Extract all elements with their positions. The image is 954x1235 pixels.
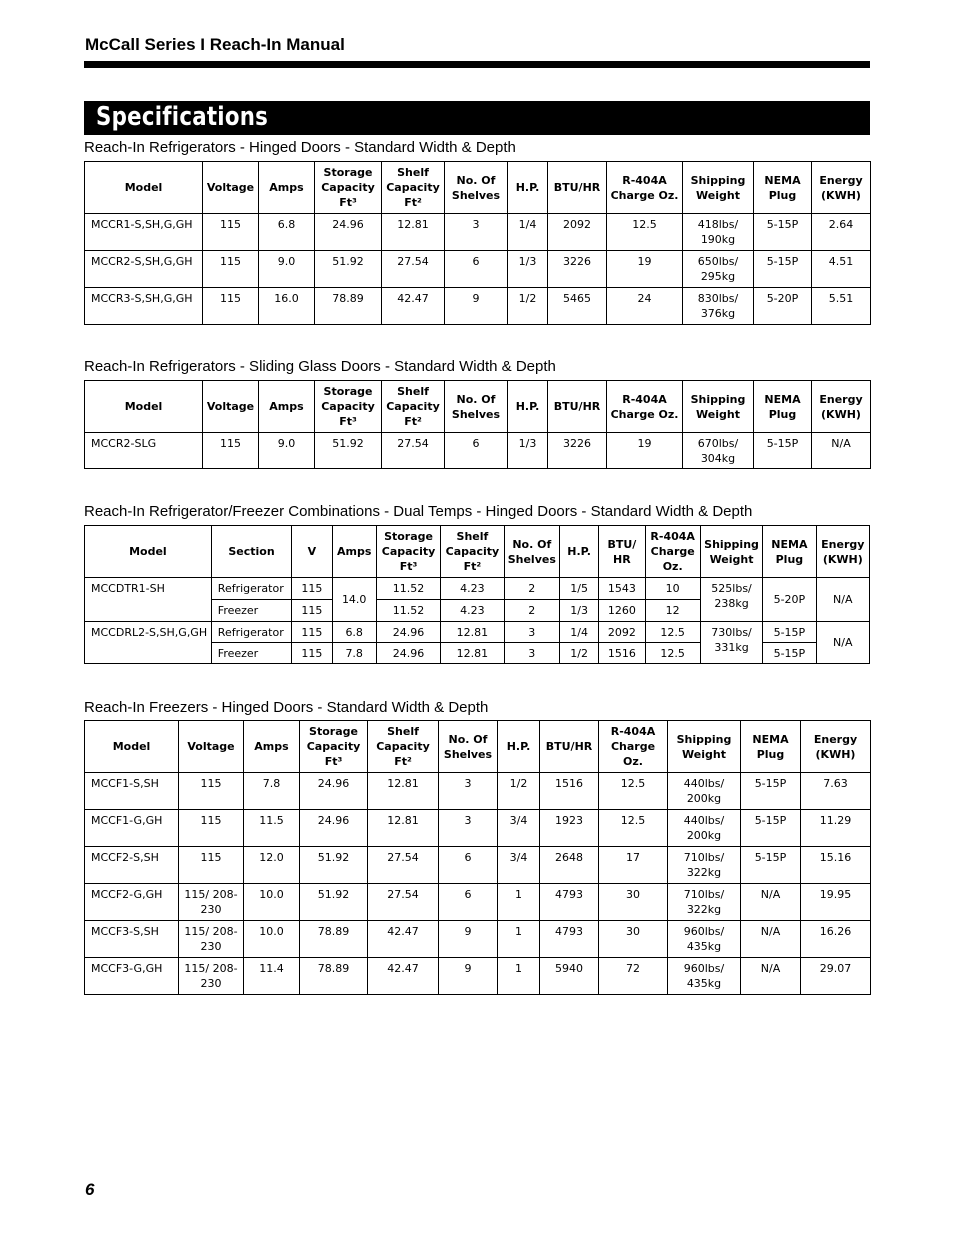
col-header: Shipping Weight (668, 721, 741, 773)
table-cell: 27.54 (368, 847, 439, 884)
col-header: V (292, 526, 332, 578)
table-cell: 1/5 (559, 578, 598, 600)
table-cell: 440lbs/ 200kg (668, 810, 741, 847)
table-cell: 115 (179, 810, 244, 847)
page-number: 6 (85, 1180, 95, 1199)
table-cell: 29.07 (801, 958, 871, 995)
col-header: Model (85, 162, 203, 214)
col-header: Shipping Weight (700, 526, 762, 578)
table-cell: MCCDRL2-S,SH,G,GH (85, 622, 212, 664)
table-row (85, 578, 870, 600)
table-cell: N/A (812, 433, 871, 469)
table-cell: 11.4 (244, 958, 300, 995)
table-cell: 78.89 (300, 921, 368, 958)
table-cell: 4.23 (441, 578, 504, 600)
table-cell: 1543 (599, 578, 645, 600)
col-header: Amps (332, 526, 376, 578)
table-cell: 1/2 (559, 643, 598, 664)
table-cell: 42.47 (368, 921, 439, 958)
table-row (85, 810, 871, 847)
table-cell: 710lbs/ 322kg (668, 884, 741, 921)
table-cell: 4793 (540, 884, 599, 921)
table-cell: N/A (741, 884, 801, 921)
table-cell: Freezer (211, 643, 292, 664)
table-cell: 2.64 (812, 214, 871, 251)
table-cell: 4.51 (812, 251, 871, 288)
table-cell: 12.5 (645, 622, 700, 643)
table-cell: 78.89 (300, 958, 368, 995)
col-header: Amps (244, 721, 300, 773)
table-cell: 12.81 (368, 773, 439, 810)
col-header: Model (85, 526, 212, 578)
table-cell: 1/2 (498, 773, 540, 810)
manual-title: McCall Series I Reach-In Manual (85, 35, 345, 54)
specifications-title: Specifications (96, 102, 269, 132)
table-cell: 9 (439, 921, 498, 958)
table-cell: 115 (203, 433, 259, 469)
col-header: H.P. (508, 381, 548, 433)
table-cell: 2092 (548, 214, 607, 251)
table-cell: 10 (645, 578, 700, 600)
table-cell: Refrigerator (211, 622, 292, 643)
col-header: Shelf Capacity Ft² (382, 162, 445, 214)
table-cell: 1923 (540, 810, 599, 847)
table-cell: N/A (816, 578, 869, 622)
table-cell: 12.0 (244, 847, 300, 884)
table-cell: 24.96 (300, 810, 368, 847)
table-cell: 3 (445, 214, 508, 251)
col-header: Storage Capacity Ft³ (315, 381, 382, 433)
col-header: Voltage (203, 162, 259, 214)
table-cell: 19 (607, 433, 683, 469)
table-cell: 3226 (548, 251, 607, 288)
col-header: Model (85, 721, 179, 773)
table-cell: 1516 (540, 773, 599, 810)
col-header: NEMA Plug (741, 721, 801, 773)
table-cell: MCCR2-S,SH,G,GH (85, 251, 203, 288)
col-header: NEMA Plug (763, 526, 816, 578)
table-cell: 19 (607, 251, 683, 288)
table-row (85, 921, 871, 958)
table-cell: 14.0 (332, 578, 376, 622)
table-cell: 1 (498, 884, 540, 921)
table-cell: 5-20P (754, 288, 812, 325)
table-cell: 24.96 (300, 773, 368, 810)
col-header: H.P. (498, 721, 540, 773)
table-cell: 6.8 (259, 214, 315, 251)
table-cell: 6 (445, 433, 508, 469)
table-cell: 11.52 (376, 578, 440, 600)
table-cell: 9.0 (259, 433, 315, 469)
table-cell: 3 (504, 622, 559, 643)
table-cell: Refrigerator (211, 578, 292, 600)
table-row (85, 622, 870, 643)
table-cell: MCCR1-S,SH,G,GH (85, 214, 203, 251)
table-cell: 6 (439, 847, 498, 884)
table-cell: 72 (599, 958, 668, 995)
col-header: Section (211, 526, 292, 578)
table-cell: 2648 (540, 847, 599, 884)
col-header: Shipping Weight (683, 162, 754, 214)
table-cell: 42.47 (382, 288, 445, 325)
col-header: H.P. (559, 526, 598, 578)
table-cell: 830lbs/ 376kg (683, 288, 754, 325)
table-cell: 7.8 (332, 643, 376, 664)
table-cell: N/A (816, 622, 869, 664)
table-cell: 24.96 (376, 622, 440, 643)
table-row (85, 884, 871, 921)
table-cell: 5-15P (763, 643, 816, 664)
table-cell: MCCF3-G,GH (85, 958, 179, 995)
table-cell: 51.92 (300, 847, 368, 884)
table-cell: 51.92 (315, 251, 382, 288)
table-cell: 3/4 (498, 810, 540, 847)
table-cell: MCCDTR1-SH (85, 578, 212, 622)
table-cell: 3/4 (498, 847, 540, 884)
table-cell: MCCF1-G,GH (85, 810, 179, 847)
table-cell: 5-15P (741, 847, 801, 884)
table-cell: 9 (445, 288, 508, 325)
table-cell: 27.54 (382, 251, 445, 288)
col-header: Energy (KWH) (816, 526, 869, 578)
table-cell: MCCR3-S,SH,G,GH (85, 288, 203, 325)
col-header: R-404A Charge Oz. (607, 381, 683, 433)
table-cell: 2092 (599, 622, 645, 643)
table-cell: 12.5 (599, 773, 668, 810)
table-cell: 4793 (540, 921, 599, 958)
table-cell: 1/2 (508, 288, 548, 325)
table-cell: 115 (203, 251, 259, 288)
table-cell: 115 (292, 600, 332, 622)
table-cell: 12.81 (441, 622, 504, 643)
table-cell: 2 (504, 600, 559, 622)
col-header: Shelf Capacity Ft² (382, 381, 445, 433)
col-header: R-404A Charge Oz. (645, 526, 700, 578)
table-cell: 10.0 (244, 921, 300, 958)
col-header: Energy (KWH) (801, 721, 871, 773)
table-cell: 12.81 (368, 810, 439, 847)
section-title-hinged-refrigerators: Reach-In Refrigerators - Hinged Doors - Standard Width & Depth (84, 139, 516, 156)
table-cell: 30 (599, 921, 668, 958)
table-cell: 6 (439, 884, 498, 921)
table-cell: 1/3 (559, 600, 598, 622)
table-cell: 115 (179, 773, 244, 810)
table-row (85, 288, 871, 325)
col-header: BTU/HR (548, 381, 607, 433)
table-cell: 115 (292, 578, 332, 600)
table-row (85, 251, 871, 288)
table-header-row (85, 381, 871, 433)
col-header: NEMA Plug (754, 162, 812, 214)
header-rule (84, 61, 870, 68)
table-header-row (85, 721, 871, 773)
table-cell: 12.5 (599, 810, 668, 847)
table-cell: 115/ 208-230 (179, 921, 244, 958)
table-cell: 5-15P (763, 622, 816, 643)
table-cell: N/A (741, 958, 801, 995)
table-hinged-refrigerators (84, 161, 871, 325)
table-cell: 115 (292, 622, 332, 643)
table-row (85, 214, 871, 251)
table-cell: 4.23 (441, 600, 504, 622)
table-cell: 16.0 (259, 288, 315, 325)
table-cell: 5-15P (741, 773, 801, 810)
table-cell: 1 (498, 958, 540, 995)
table-cell: 9 (439, 958, 498, 995)
table-cell: 11.52 (376, 600, 440, 622)
col-header: Storage Capacity Ft³ (300, 721, 368, 773)
table-header-row (85, 162, 871, 214)
table-cell: 17 (599, 847, 668, 884)
table-cell: 42.47 (368, 958, 439, 995)
table-cell: 51.92 (300, 884, 368, 921)
table-cell: 418lbs/ 190kg (683, 214, 754, 251)
table-cell: 27.54 (368, 884, 439, 921)
table-cell: 11.5 (244, 810, 300, 847)
table-cell: 5-15P (741, 810, 801, 847)
col-header: Amps (259, 381, 315, 433)
col-header: No. Of Shelves (439, 721, 498, 773)
col-header: Voltage (203, 381, 259, 433)
table-cell: 5-15P (754, 251, 812, 288)
table-cell: 730lbs/ 331kg (700, 622, 762, 664)
section-title-hinged-freezers: Reach-In Freezers - Hinged Doors - Standard Width & Depth (84, 699, 489, 716)
table-cell: MCCF1-S,SH (85, 773, 179, 810)
table-cell: 15.16 (801, 847, 871, 884)
table-cell: 7.63 (801, 773, 871, 810)
col-header: Shelf Capacity Ft² (441, 526, 504, 578)
col-header: No. Of Shelves (445, 162, 508, 214)
table-cell: 1/3 (508, 251, 548, 288)
col-header: Energy (KWH) (812, 381, 871, 433)
table-row (85, 433, 871, 469)
col-header: Amps (259, 162, 315, 214)
table-cell: 5.51 (812, 288, 871, 325)
table-cell: 12 (645, 600, 700, 622)
table-cell: 115 (292, 643, 332, 664)
col-header: Model (85, 381, 203, 433)
table-cell: 115 (179, 847, 244, 884)
col-header: No. Of Shelves (445, 381, 508, 433)
table-cell: 6.8 (332, 622, 376, 643)
table-cell: 960lbs/ 435kg (668, 921, 741, 958)
table-cell: MCCF2-G,GH (85, 884, 179, 921)
table-header-row (85, 526, 870, 578)
specifications-banner (84, 101, 870, 135)
table-cell: 11.29 (801, 810, 871, 847)
section-title-sliding-refrigerators: Reach-In Refrigerators - Sliding Glass Doors - Standard Width & Depth (84, 358, 556, 375)
table-row (85, 958, 871, 995)
table-cell: 3 (504, 643, 559, 664)
table-cell: 12.81 (441, 643, 504, 664)
table-cell: 440lbs/ 200kg (668, 773, 741, 810)
table-cell: 670lbs/ 304kg (683, 433, 754, 469)
table-row (85, 773, 871, 810)
table-cell: 1 (498, 921, 540, 958)
table-cell: 51.92 (315, 433, 382, 469)
col-header: BTU/ HR (599, 526, 645, 578)
col-header: Storage Capacity Ft³ (315, 162, 382, 214)
table-cell: 115/ 208-230 (179, 884, 244, 921)
table-cell: 24.96 (315, 214, 382, 251)
table-cell: N/A (741, 921, 801, 958)
table-cell: MCCF2-S,SH (85, 847, 179, 884)
table-cell: 12.5 (607, 214, 683, 251)
table-cell: 7.8 (244, 773, 300, 810)
table-cell: 3 (439, 773, 498, 810)
col-header: H.P. (508, 162, 548, 214)
table-dual-temp-combinations (84, 525, 870, 664)
table-cell: 30 (599, 884, 668, 921)
section-title-dual-temp-combinations: Reach-In Refrigerator/Freezer Combinations - Dual Temps - Hinged Doors - Standard Width & Depth (84, 503, 753, 520)
table-hinged-freezers (84, 720, 871, 995)
table-cell: 115/ 208-230 (179, 958, 244, 995)
table-cell: 9.0 (259, 251, 315, 288)
col-header: Shipping Weight (683, 381, 754, 433)
table-cell: 24.96 (376, 643, 440, 664)
table-cell: 12.5 (645, 643, 700, 664)
table-cell: 6 (445, 251, 508, 288)
table-cell: 5-20P (763, 578, 816, 622)
table-cell: 1/4 (559, 622, 598, 643)
table-cell: MCCR2-SLG (85, 433, 203, 469)
table-cell: 27.54 (382, 433, 445, 469)
table-cell: 5-15P (754, 214, 812, 251)
col-header: R-404A Charge Oz. (607, 162, 683, 214)
table-cell: 24 (607, 288, 683, 325)
table-cell: 1260 (599, 600, 645, 622)
col-header: Storage Capacity Ft³ (376, 526, 440, 578)
table-sliding-refrigerators (84, 380, 871, 469)
table-cell: 650lbs/ 295kg (683, 251, 754, 288)
col-header: Energy (KWH) (812, 162, 871, 214)
col-header: Voltage (179, 721, 244, 773)
table-cell: 1516 (599, 643, 645, 664)
col-header: BTU/HR (548, 162, 607, 214)
col-header: R-404A Charge Oz. (599, 721, 668, 773)
table-cell: 12.81 (382, 214, 445, 251)
col-header: NEMA Plug (754, 381, 812, 433)
table-cell: 5465 (548, 288, 607, 325)
table-cell: MCCF3-S,SH (85, 921, 179, 958)
col-header: No. Of Shelves (504, 526, 559, 578)
table-cell: 78.89 (315, 288, 382, 325)
table-cell: 10.0 (244, 884, 300, 921)
table-cell: 1/4 (508, 214, 548, 251)
table-cell: 710lbs/ 322kg (668, 847, 741, 884)
table-cell: 525lbs/ 238kg (700, 578, 762, 622)
table-cell: 1/3 (508, 433, 548, 469)
table-cell: 5940 (540, 958, 599, 995)
table-row (85, 847, 871, 884)
table-cell: 16.26 (801, 921, 871, 958)
table-cell: 115 (203, 288, 259, 325)
table-cell: 3 (439, 810, 498, 847)
table-cell: 5-15P (754, 433, 812, 469)
table-cell: 2 (504, 578, 559, 600)
table-cell: 115 (203, 214, 259, 251)
table-cell: 3226 (548, 433, 607, 469)
table-cell: Freezer (211, 600, 292, 622)
table-cell: 19.95 (801, 884, 871, 921)
col-header: BTU/HR (540, 721, 599, 773)
col-header: Shelf Capacity Ft² (368, 721, 439, 773)
table-cell: 960lbs/ 435kg (668, 958, 741, 995)
